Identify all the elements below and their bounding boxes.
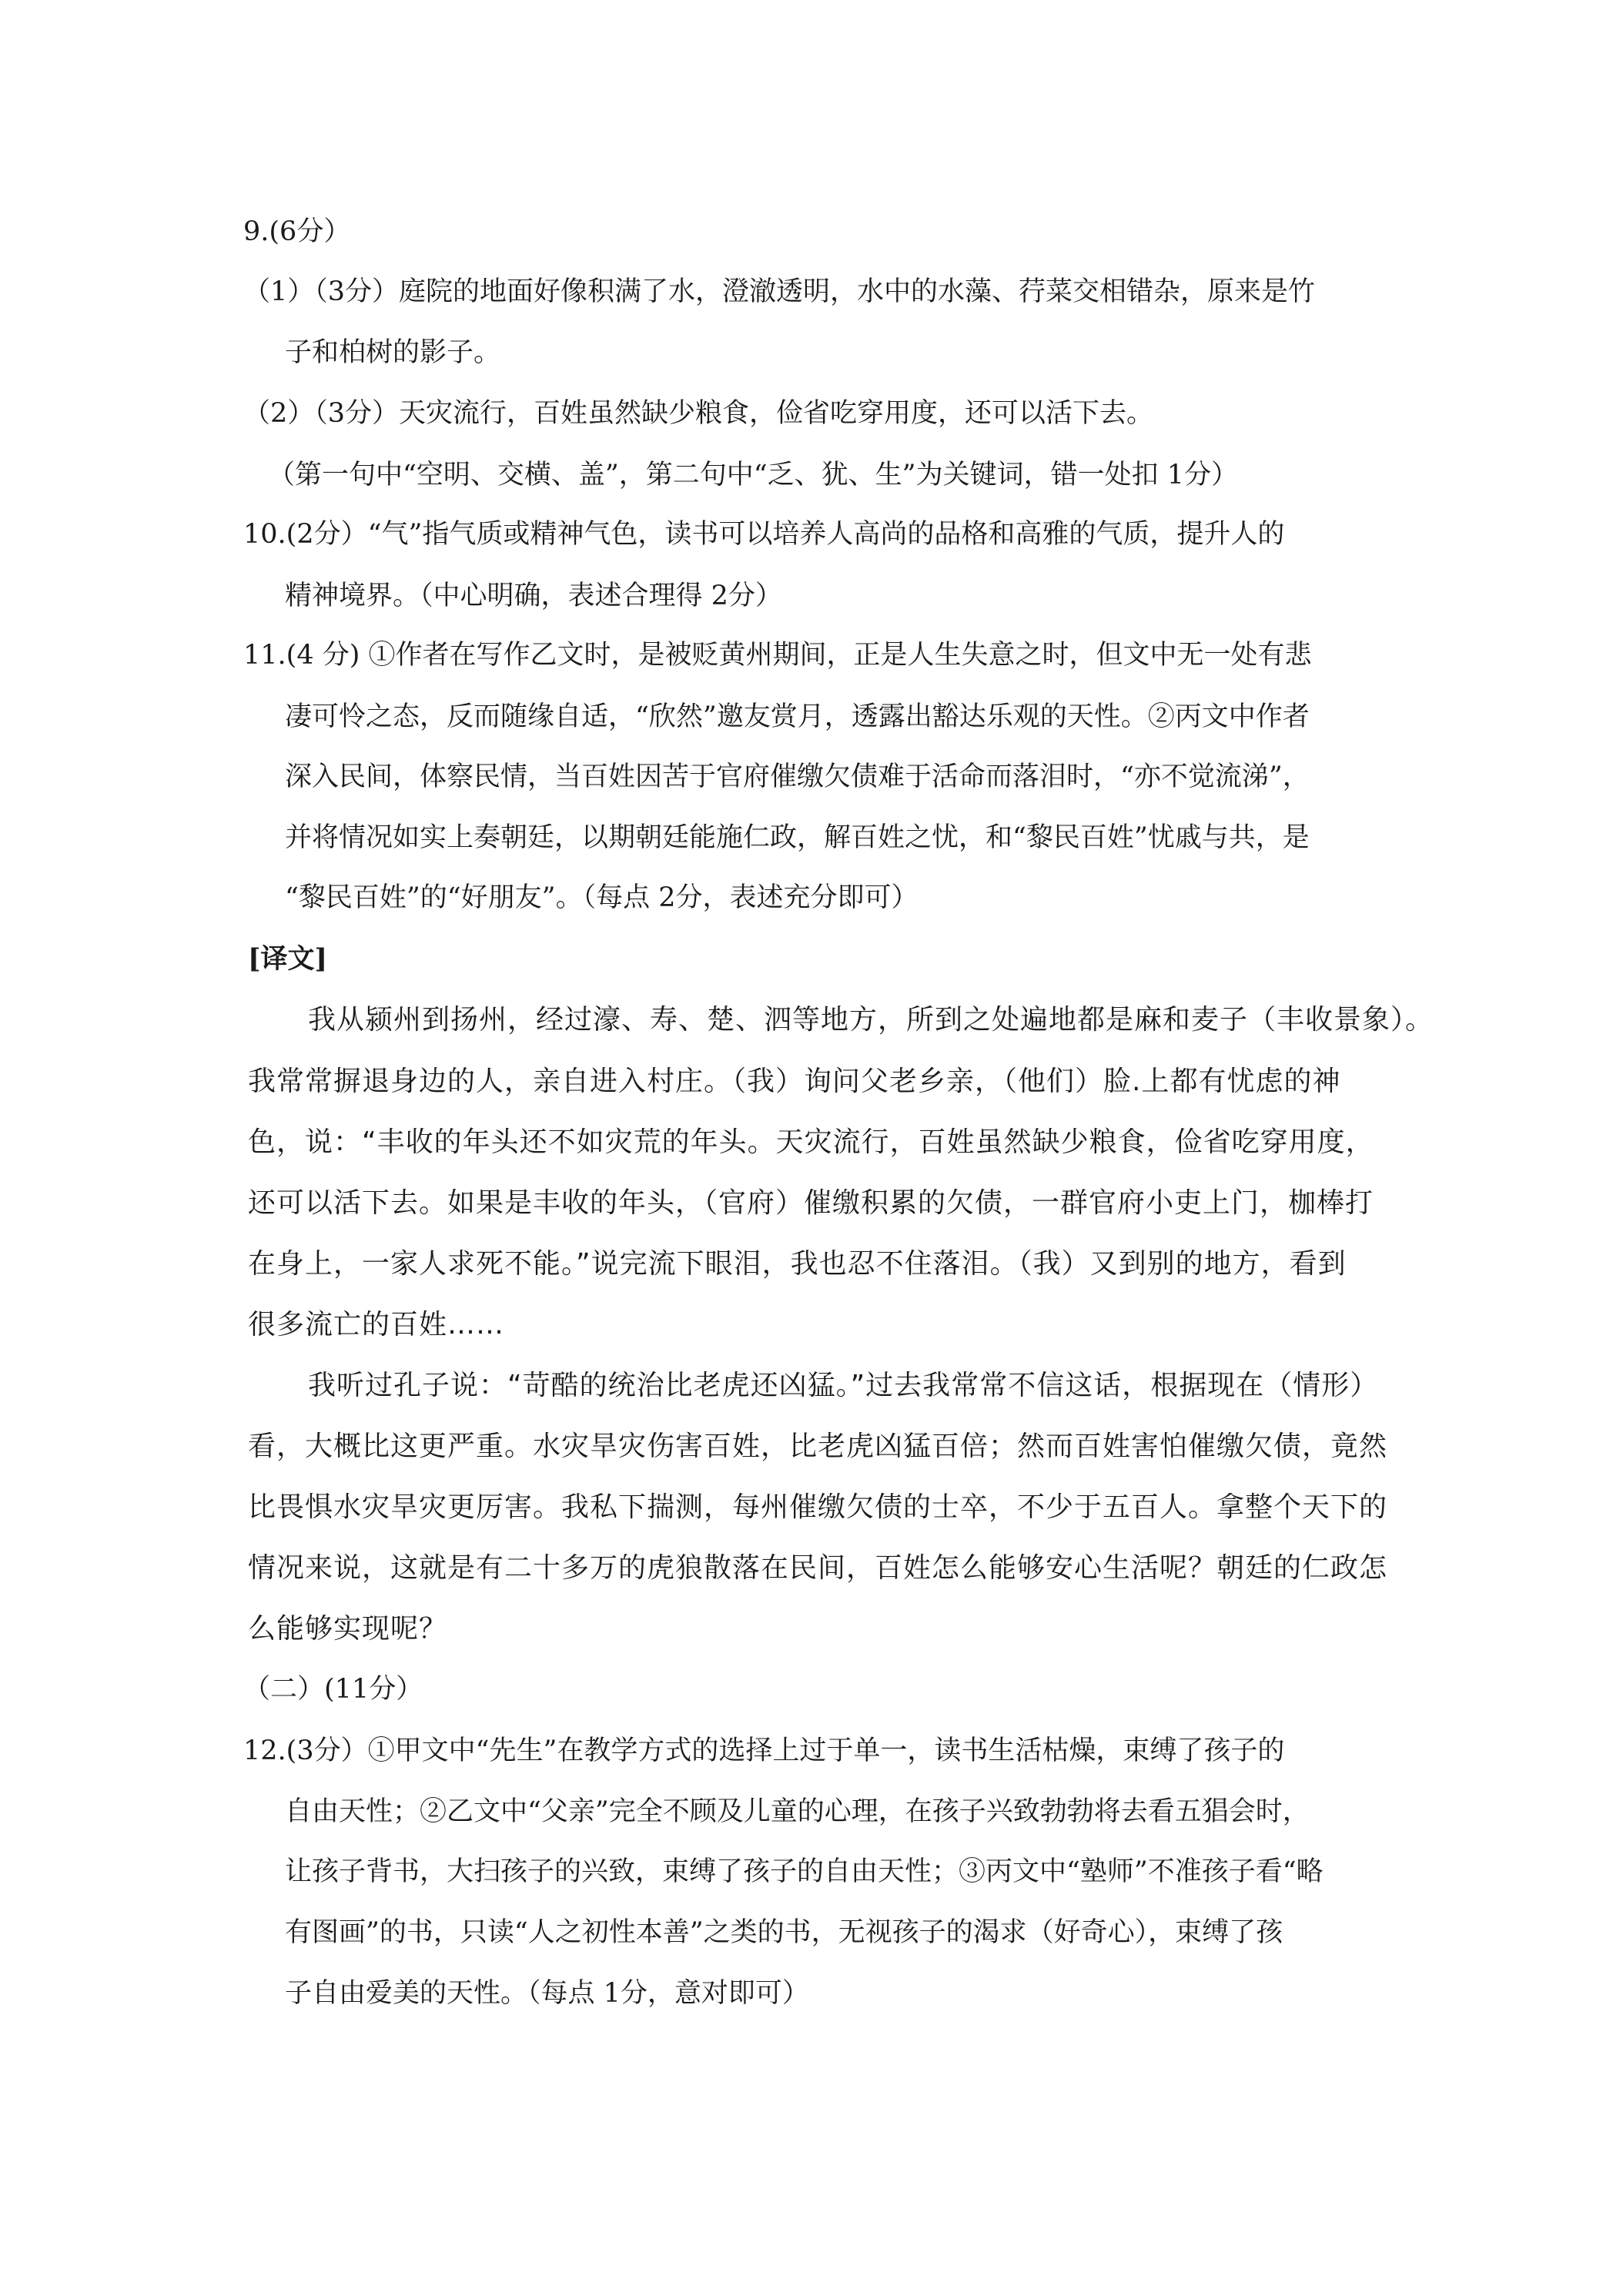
translation-para1-line: 很多流亡的百姓…… — [248, 1309, 505, 1340]
translation-para1-line: 我从颍州到扬州，经过濠、寿、楚、泗等地方，所到之处遍地都是麻和麦子（丰收景象）。 — [308, 1004, 1434, 1036]
translation-para2-line: 么能够实现呢？ — [248, 1613, 448, 1645]
q9-part1-line1: （1）（3分）庭院的地面好像积满了水，澄澈透明，水中的水藻、荇菜交相错杂，原来是竹 — [243, 276, 1316, 307]
translation-heading: [译文] — [248, 943, 328, 975]
q9-header: 9.(6分） — [243, 216, 351, 247]
q10-line1: 10.(2分）“气”指气质或精神气色，读书可以培养人高尚的品格和高雅的气质，提升人的 — [243, 519, 1285, 550]
translation-para2-line: 看，大概比这更严重。水灾旱灾伤害百姓，比老虎凶猛百倍；然而百姓害怕催缴欠债，竟然 — [248, 1431, 1388, 1462]
translation-para1-line: 我常常摒退身边的人，亲自进入村庄。（我）询问父老乡亲，（他们）脸.上都有忧虑的神 — [248, 1066, 1341, 1097]
translation-para2-line: 比畏惧水灾旱灾更厉害。我私下揣测，每州催缴欠债的士卒，不少于五百人。拿整个天下的 — [248, 1491, 1388, 1523]
translation-para2-line: 情况来说，这就是有二十多万的虎狼散落在民间，百姓怎么能够安心生活呢？朝廷的仁政怎 — [248, 1552, 1388, 1584]
translation-para1-line: 在身上，一家人求死不能。”说完流下眼泪，我也忍不住落泪。（我）又到别的地方，看到 — [248, 1248, 1347, 1280]
q11-line3: 深入民间，体察民情，当百姓因苦于官府催缴欠债难于活命而落泪时，“亦不觉流涕”， — [285, 761, 1310, 792]
translation-para1-line: 色，说：“丰收的年头还不如灾荒的年头。天灾流行，百姓虽然缺少粮食，俭省吃穿用度， — [248, 1126, 1374, 1158]
q9-part2: （2）（3分）天灾流行，百姓虽然缺少粮食，俭省吃穿用度，还可以活下去。 — [243, 398, 1154, 429]
translation-para2-line: 我听过孔子说：“苛酷的统治比老虎还凶猛。”过去我常常不信这话，根据现在（情形） — [308, 1370, 1379, 1401]
q12-line1: 12.(3分）①甲文中“先生”在教学方式的选择上过于单一，读书生活枯燥，束缚了孩子的 — [243, 1735, 1285, 1766]
q11-line4: 并将情况如实上奏朝廷，以期朝廷能施仁政，解百姓之忧，和“黎民百姓”忧戚与共，是 — [285, 822, 1310, 853]
q12-line2: 自由天性；②乙文中“父亲”完全不顾及儿童的心理，在孩子兴致勃勃将去看五猖会时， — [285, 1796, 1310, 1827]
q11-line5: “黎民百姓”的“好朋友”。（每点 2分，表述充分即可） — [285, 882, 919, 913]
q12-line3: 让孩子背书，大扫孩子的兴致，束缚了孩子的自由天性；③丙文中“塾师”不准孩子看“略 — [285, 1856, 1323, 1887]
q12-line5: 子自由爱美的天性。（每点 1分，意对即可） — [285, 1978, 809, 2009]
q9-scoring-note: （第一句中“空明、交横、盖”，第二句中“乏、犹、生”为关键词，错一处扣 1分） — [268, 460, 1238, 490]
translation-para1-line: 还可以活下去。如果是丰收的年头，（官府）催缴积累的欠债，一群官府小吏上门，枷棒打 — [248, 1187, 1374, 1219]
q10-line2: 精神境界。（中心明确，表述合理得 2分） — [285, 581, 782, 611]
q9-part1-line2: 子和柏树的影子。 — [285, 337, 501, 368]
section2-header: （二）(11分） — [243, 1674, 423, 1705]
q11-line2: 凄可怜之态，反而随缘自适，“欣然”邀友赏月，透露出豁达乐观的天性。②丙文中作者 — [285, 701, 1310, 732]
q11-line1: 11.(4 分) ①作者在写作乙文时，是被贬黄州期间，正是人生失意之时，但文中无一处有悲 — [243, 640, 1312, 671]
q12-line4: 有图画”的书，只读“人之初性本善”之类的书，无视孩子的渴求（好奇心），束缚了孩 — [285, 1917, 1283, 1948]
